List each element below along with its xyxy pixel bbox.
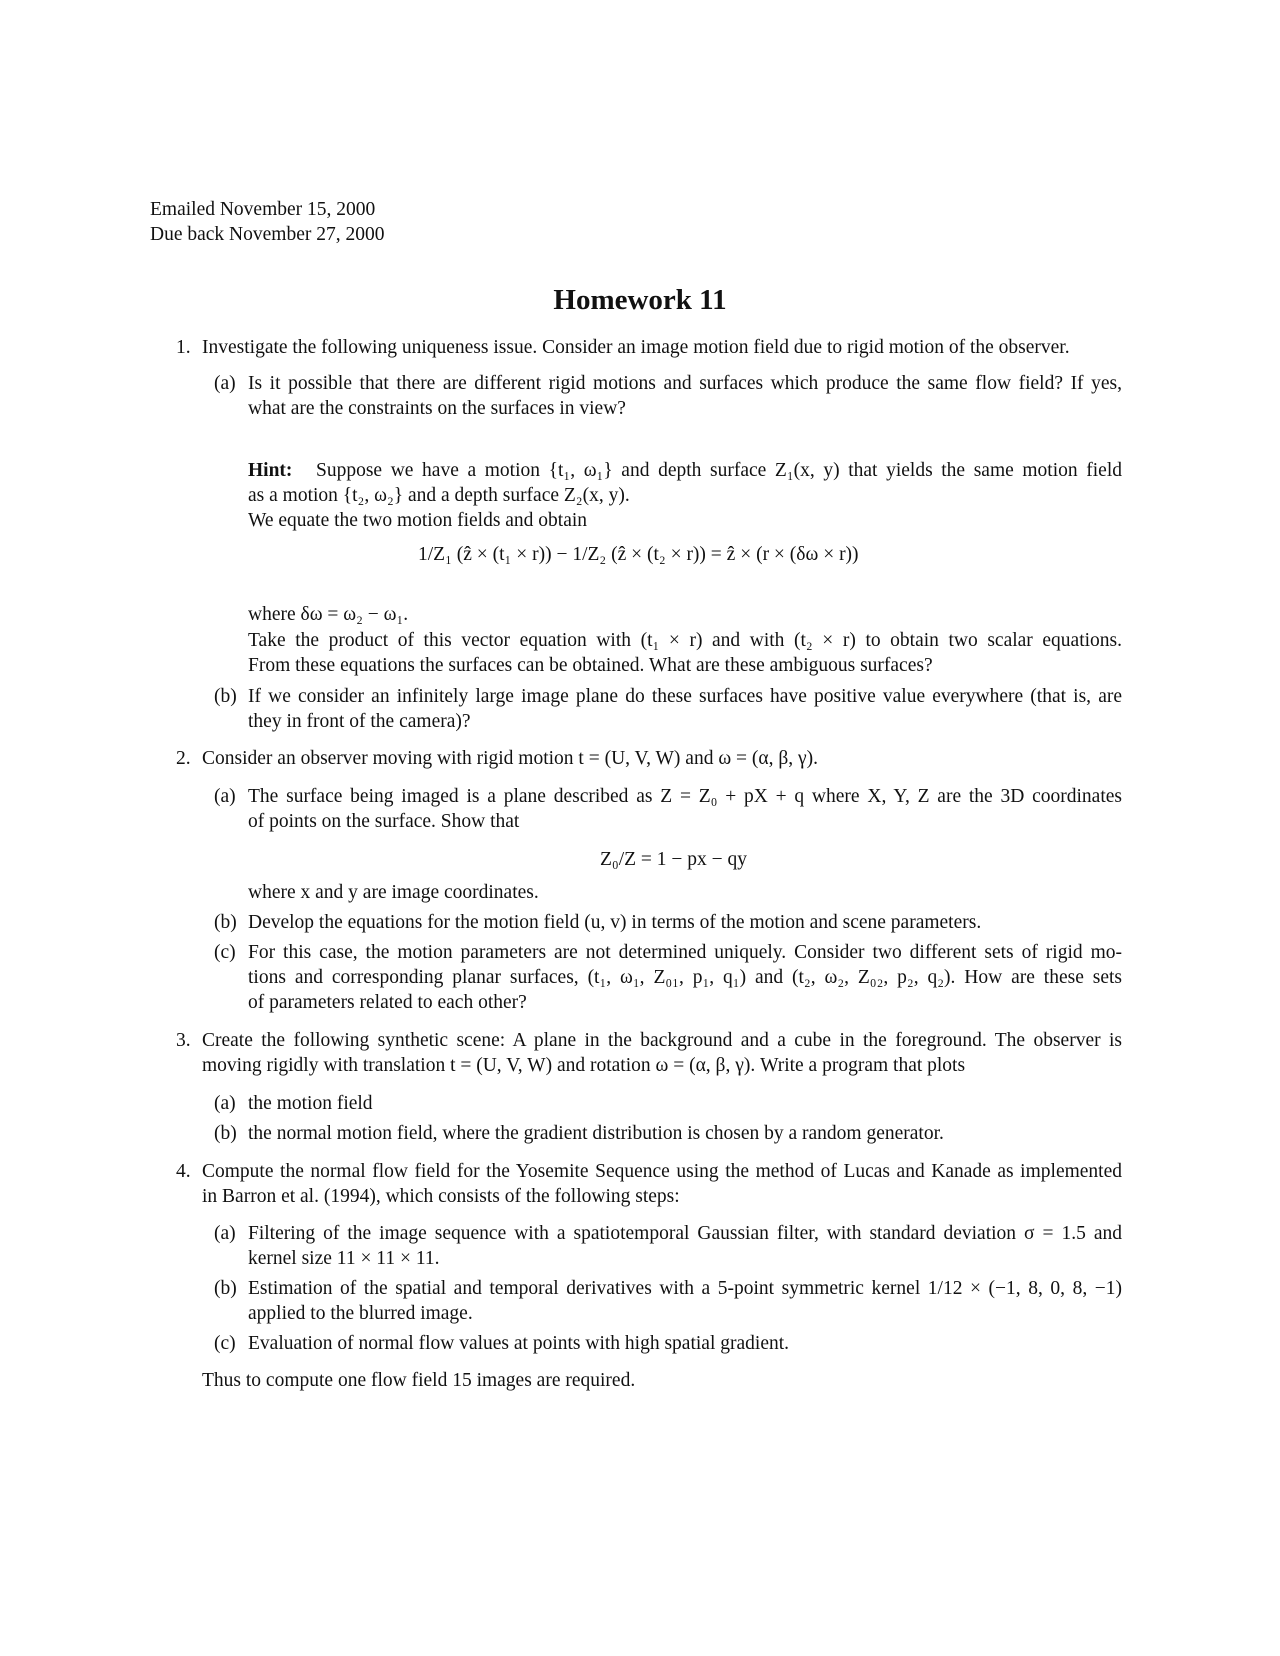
q4a-line2: kernel size 11 × 11 × 11. [248, 1248, 440, 1269]
hint-label: Hint: [248, 460, 293, 481]
q1a-line2: what are the constraints on the surfaces in view? [248, 398, 626, 419]
q2c-line2: tions and corresponding planar surfaces, (t₁, ω₁, Z₀₁, p₁, q₁) and (t₂, ω₂, Z₀₂, p₂, q₂). How are these sets [248, 967, 1122, 988]
q1a-label: (a) [214, 373, 236, 394]
q2b-label: (b) [214, 912, 237, 933]
q1a-line1: Is it possible that there are different rigid motions and surfaces which produce the same flow field? If yes, [248, 373, 1122, 394]
hint-line3: We equate the two motion fields and obtain [248, 510, 588, 531]
q1-text: Investigate the following uniqueness issue. Consider an image motion field due to rigid motion of the observer. [202, 337, 1070, 358]
q3a-label: (a) [214, 1093, 236, 1114]
q3-line1: Create the following synthetic scene: A plane in the background and a cube in the foreground. The observer is [202, 1030, 1122, 1051]
q1-equation: 1/Z₁ (ẑ × (t₁ × r)) − 1/Z₂ (ẑ × (t₂ × r)) = ẑ × (r × (δω × r)) [418, 544, 859, 565]
q4b-line2: applied to the blurred image. [248, 1303, 473, 1324]
q2a-line2: of points on the surface. Show that [248, 811, 520, 832]
q2c-line1: For this case, the motion parameters are not determined uniquely. Consider two different sets of rigid mo- [248, 942, 1122, 963]
q3a-text: the motion field [248, 1093, 373, 1114]
page-title: Homework 11 [553, 284, 727, 316]
header-block [150, 197, 384, 247]
q3b-text: the normal motion field, where the gradient distribution is chosen by a random generator. [248, 1123, 944, 1144]
q2a-label: (a) [214, 786, 236, 807]
q2a-line3: where x and y are image coordinates. [248, 882, 539, 903]
emailed-date: Emailed November 15, 2000 [150, 199, 376, 220]
q3-number: 3. [176, 1030, 191, 1051]
where-delta-line: where δω = ω₂ − ω₁. [248, 604, 409, 625]
q2-text: Consider an observer moving with rigid motion t = (U, V, W) and ω = (α, β, γ). [202, 748, 819, 769]
q1b-line2: they in front of the camera)? [248, 711, 471, 732]
q4a-label: (a) [214, 1223, 236, 1244]
hint-line1: Suppose we have a motion {t₁, ω₁} and depth surface Z₁(x, y) that yields the same motion field [316, 460, 1122, 481]
due-date: Due back November 27, 2000 [150, 224, 385, 245]
q4b-line1: Estimation of the spatial and temporal derivatives with a 5-point symmetric kernel 1/12 × (−1, 8, 0, 8, −1) [248, 1278, 1122, 1299]
q1b-line1: If we consider an infinitely large image plane do these surfaces have positive value everywhere (that is, are [248, 686, 1122, 707]
hint-line2: as a motion {t₂, ω₂} and a depth surface Z₂(x, y). [248, 485, 630, 506]
q4b-label: (b) [214, 1278, 237, 1299]
q4a-line1: Filtering of the image sequence with a spatiotemporal Gaussian filter, with standard deviation σ = 1.5 and [248, 1223, 1122, 1244]
q4-line1: Compute the normal flow field for the Yosemite Sequence using the method of Lucas and Kanade as implemented [202, 1161, 1122, 1182]
take-product-line: Take the product of this vector equation with (t₁ × r) and with (t₂ × r) to obtain two scalar equations. [248, 630, 1122, 651]
q2a-line1: The surface being imaged is a plane described as Z = Z₀ + pX + q where X, Y, Z are the 3D coordinates [248, 786, 1122, 807]
q2b-text: Develop the equations for the motion field (u, v) in terms of the motion and scene parameters. [248, 912, 982, 933]
q2-number: 2. [176, 748, 191, 769]
surfaces-line: From these equations the surfaces can be obtained. What are these ambiguous surfaces? [248, 655, 933, 676]
q2-equation: Z₀/Z = 1 − px − qy [600, 849, 748, 870]
q4c-label: (c) [214, 1333, 236, 1354]
q2c-label: (c) [214, 942, 236, 963]
q2c-line3: of parameters related to each other? [248, 992, 527, 1013]
q1b-label: (b) [214, 686, 237, 707]
q3-line2: moving rigidly with translation t = (U, V, W) and rotation ω = (α, β, γ). Write a program that plots [202, 1055, 966, 1076]
q1-number: 1. [176, 337, 191, 358]
q3b-label: (b) [214, 1123, 237, 1144]
q4-number: 4. [176, 1161, 191, 1182]
closing-line: Thus to compute one flow field 15 images are required. [202, 1370, 636, 1391]
q4c-text: Evaluation of normal flow values at points with high spatial gradient. [248, 1333, 790, 1354]
q4-line2: in Barron et al. (1994), which consists of the following steps: [202, 1186, 680, 1207]
